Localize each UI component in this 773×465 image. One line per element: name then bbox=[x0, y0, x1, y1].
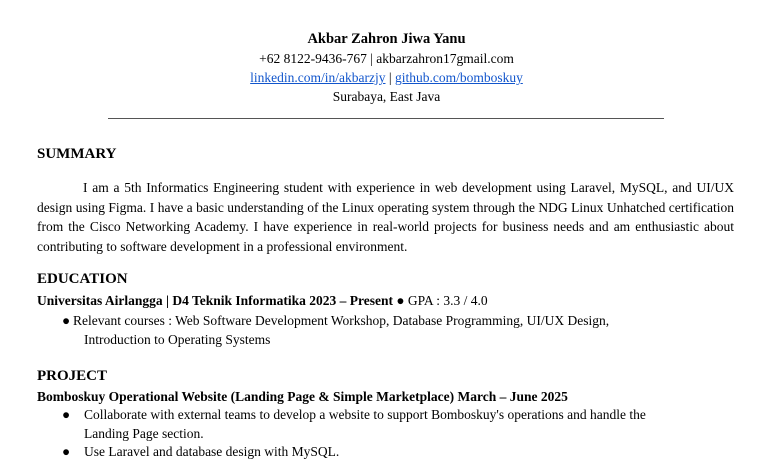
list-item bbox=[62, 443, 722, 462]
education-heading bbox=[37, 292, 488, 310]
list-item bbox=[62, 312, 702, 350]
link-separator: | bbox=[385, 70, 395, 85]
education-gpa: GPA : 3.3 / 4.0 bbox=[404, 293, 488, 308]
list-item bbox=[62, 406, 722, 444]
contact-line: +62 8122-9436-767 | akbarzahron17gmail.com bbox=[259, 51, 514, 66]
education-title: EDUCATION bbox=[37, 271, 128, 287]
bullet-icon: ● bbox=[62, 313, 71, 328]
location: Surabaya, East Java bbox=[332, 89, 441, 104]
project-item2: Use Laravel and database design with MySQL. bbox=[84, 444, 340, 459]
linkedin-link[interactable]: linkedin.com/in/akbarzjy bbox=[250, 70, 386, 85]
summary-paragraph bbox=[37, 178, 734, 256]
candidate-name: Akbar Zahron Jiwa Yanu bbox=[307, 31, 466, 47]
summary-title: SUMMARY bbox=[37, 146, 117, 162]
bullet-icon: ● bbox=[62, 407, 71, 422]
project-name-dates: Bomboskuy Operational Website (Landing Page & Simple Marketplace) March – June 2025 bbox=[37, 389, 568, 404]
project-heading bbox=[37, 388, 568, 406]
education-school-degree: Universitas Airlangga | D4 Teknik Informatika 2023 – Present ● bbox=[37, 293, 405, 308]
project-title: PROJECT bbox=[37, 368, 108, 384]
bullet-icon: ● bbox=[62, 444, 71, 459]
course-text-line2: Introduction to Operating Systems bbox=[84, 331, 271, 347]
github-link[interactable]: github.com/bomboskuy bbox=[394, 70, 523, 85]
course-text-line1: Relevant courses : Web Software Development Workshop, Database Programming, UI/UX Design, bbox=[73, 313, 610, 328]
project-item1-line2: Landing Page section. bbox=[84, 425, 204, 441]
resume-header bbox=[0, 30, 773, 106]
header-divider bbox=[108, 118, 664, 119]
project-item1-line1: Collaborate with external teams to develop a website to support Bomboskuy's operations and handle the bbox=[84, 407, 646, 422]
summary-text: I am a 5th Informatics Engineering student with experience in web development using Laravel, MySQL, and UI/UX design using Figma. I have a basic understanding of the Linux operating system through the NDG Linux Unhatched certification from the Cisco Networking Academy. I have experience in real-world projects for business needs and am enthusiastic about contributing to software development in a professional environment. bbox=[37, 180, 734, 254]
profile-links bbox=[0, 68, 773, 87]
